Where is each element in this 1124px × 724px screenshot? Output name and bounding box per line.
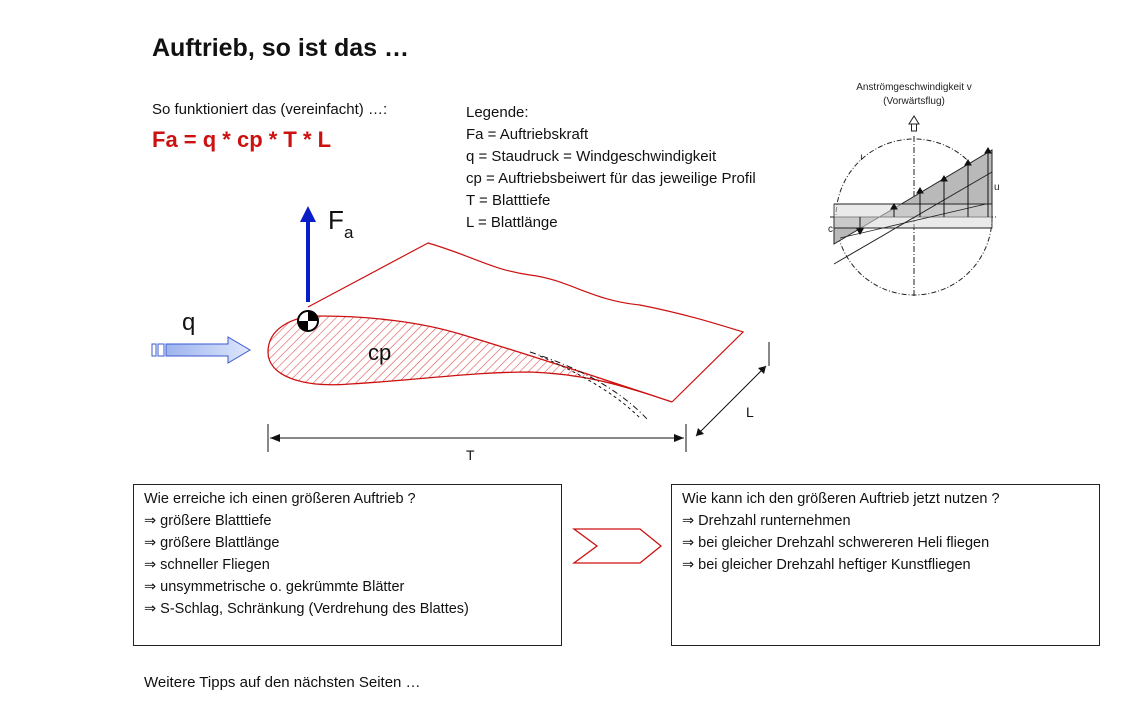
airfoil-profile [268, 316, 672, 402]
legend-heading: Legende: [466, 104, 529, 121]
list-item: ⇒ S-Schlag, Schränkung (Verdrehung des Blattes) [144, 601, 469, 617]
flow-label: q [182, 309, 196, 336]
list-item: ⇒ bei gleicher Drehzahl schwereren Heli fliegen [682, 535, 990, 551]
increase-lift-box [133, 484, 562, 646]
page-title: Auftrieb, so ist das … [152, 34, 409, 62]
flow-arrow-icon [152, 337, 250, 363]
length-label: L [746, 404, 754, 420]
lift-formula: Fa = q * cp * T * L [152, 127, 332, 152]
profile-label: cp [368, 340, 392, 365]
rotor-label-c: c [828, 224, 833, 235]
rotor-diagram [820, 78, 1010, 298]
footer-note: Weitere Tipps auf den nächsten Seiten … [144, 674, 421, 691]
length-dimension-line [696, 366, 766, 436]
list-item: ⇒ bei gleicher Drehzahl heftiger Kunstfliegen [682, 557, 971, 573]
rotor-label-l: ı [860, 152, 863, 163]
use-lift-box [671, 484, 1100, 646]
chord-label: T [466, 447, 475, 463]
up-arrow-icon [909, 116, 919, 131]
pressure-point-icon [298, 311, 318, 331]
box-heading: Wie kann ich den größeren Auftrieb jetzt nutzen ? [682, 491, 1000, 507]
rotor-label-u: u [994, 182, 1000, 193]
intro-text: So funktioniert das (vereinfacht) …: [152, 101, 388, 118]
lift-force-arrowhead [300, 206, 316, 222]
list-item: ⇒ unsymmetrische o. gekrümmte Blätter [144, 579, 405, 595]
legend-item-cp: cp = Auftriebsbeiwert für das jeweilige Profil [466, 170, 756, 187]
legend-item-q: q = Staudruck = Windgeschwindigkeit [466, 148, 717, 165]
list-item: ⇒ schneller Fliegen [144, 557, 270, 573]
lift-force-label: F [328, 205, 344, 235]
rotor-caption: Anströmgeschwindigkeit v [856, 82, 972, 93]
box-heading: Wie erreiche ich einen größeren Auftrieb ? [144, 491, 416, 507]
list-item: ⇒ größere Blattlänge [144, 535, 280, 551]
legend-item-t: T = Blatttiefe [466, 192, 551, 209]
legend-item-l: L = Blattlänge [466, 214, 558, 231]
lift-force-label-sub: a [344, 223, 354, 242]
list-item: ⇒ größere Blatttiefe [144, 513, 272, 529]
connector-arrow-icon [574, 529, 661, 563]
legend-item-fa: Fa = Auftriebskraft [466, 126, 589, 143]
rotor-caption-sub: (Vorwärtsflug) [883, 96, 945, 107]
list-item: ⇒ Drehzahl runternehmen [682, 513, 851, 529]
